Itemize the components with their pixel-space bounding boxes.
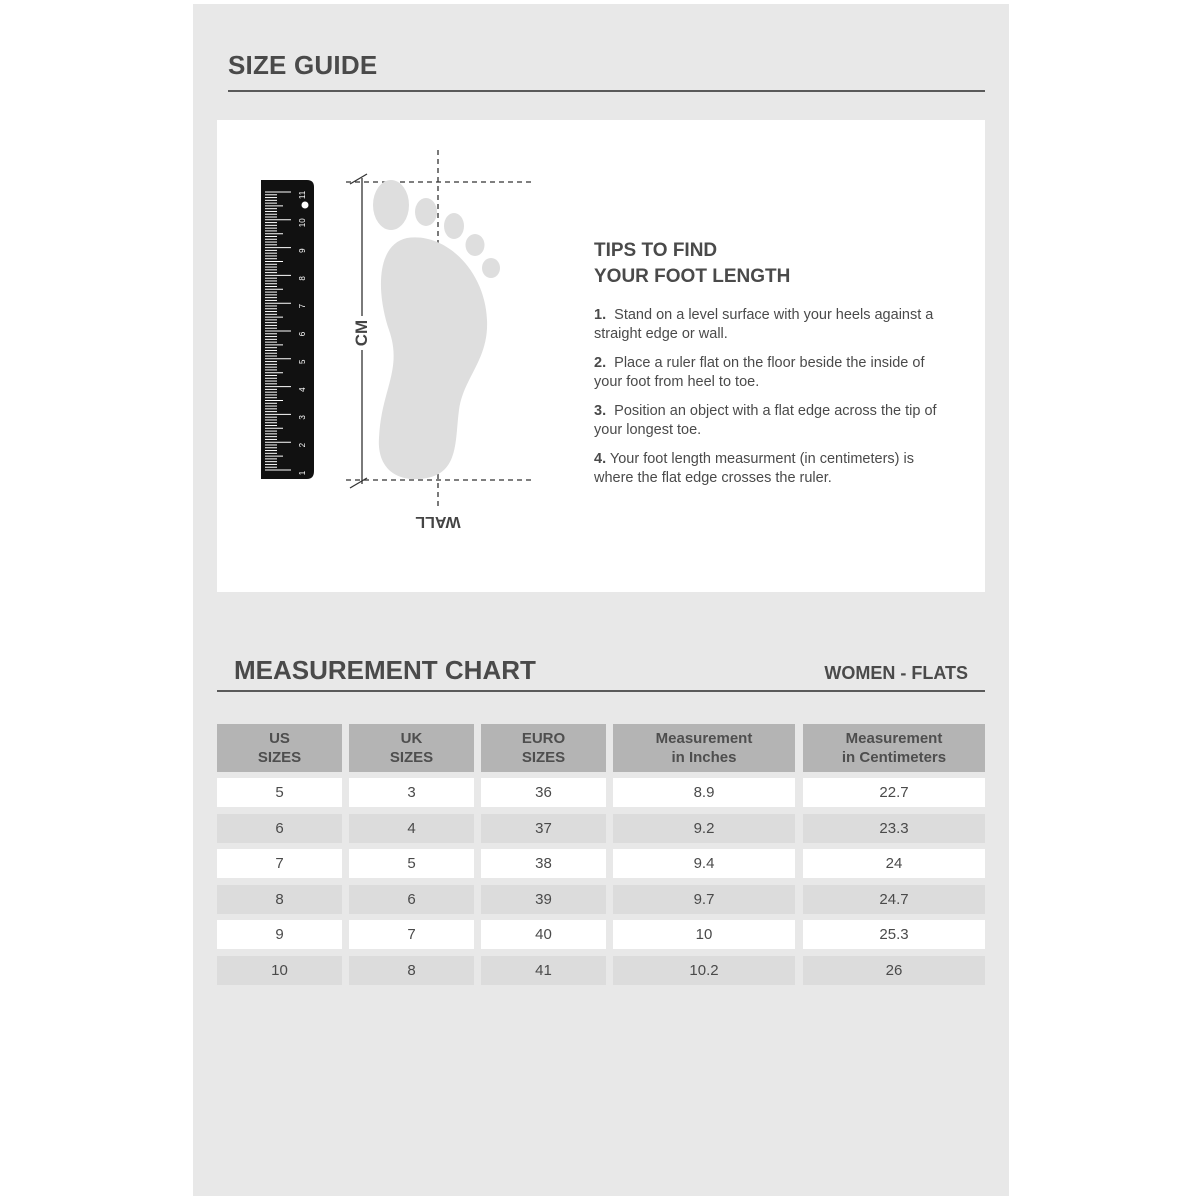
- tip-item: [594, 354, 954, 392]
- table-row: [217, 885, 985, 914]
- size-guide-sheet: [193, 4, 1009, 1196]
- tip-text: Position an object with a flat edge across the tip of your longest toe.: [594, 403, 937, 438]
- table-row: [217, 920, 985, 949]
- tips-title-line1: TIPS TO FIND: [594, 240, 718, 261]
- ruler-number: 7: [298, 303, 307, 309]
- table-cell: 9.4: [613, 849, 795, 878]
- table-cell: 10: [217, 956, 342, 985]
- header-uk-sizes: UK SIZES: [349, 724, 474, 772]
- ruler-number: 9: [298, 248, 307, 253]
- table-cell: 37: [481, 814, 606, 843]
- table-cell: 9.7: [613, 885, 795, 914]
- table-row: [217, 956, 985, 985]
- table-cell: 36: [481, 778, 606, 807]
- tips-title: [594, 238, 790, 290]
- ruler-number: 10: [298, 218, 307, 228]
- header-euro-sizes: EURO SIZES: [481, 724, 606, 772]
- table-row: [217, 849, 985, 878]
- tip-number: 2.: [594, 355, 607, 371]
- ruler-number: 6: [298, 331, 307, 337]
- ruler-number: 2: [298, 442, 307, 448]
- table-cell: 39: [481, 885, 606, 914]
- table-cell: 25.3: [803, 920, 985, 949]
- ruler-icon: [261, 180, 314, 479]
- chart-subtitle: WOMEN - FLATS: [824, 663, 968, 683]
- size-table: [217, 724, 985, 992]
- table-cell: 40: [481, 920, 606, 949]
- table-cell: 22.7: [803, 778, 985, 807]
- table-cell: 7: [217, 849, 342, 878]
- table-cell: 10.2: [613, 956, 795, 985]
- foot-measure-panel: [217, 120, 985, 592]
- tip-item: [594, 306, 954, 344]
- tip-number: 4.: [594, 451, 607, 467]
- table-cell: 8: [217, 885, 342, 914]
- header-us-sizes: US SIZES: [217, 724, 342, 772]
- ruler-number: 4: [298, 387, 307, 392]
- tip-number: 3.: [594, 403, 607, 419]
- cm-label: CM: [352, 319, 371, 347]
- table-header-row: [217, 724, 985, 772]
- tip-text: Place a ruler flat on the floor beside the inside of your foot from heel to toe.: [594, 355, 925, 390]
- wall-label: WALL: [415, 513, 461, 530]
- table-cell: 6: [349, 885, 474, 914]
- table-cell: 9.2: [613, 814, 795, 843]
- table-cell: 24.7: [803, 885, 985, 914]
- table-cell: 23.3: [803, 814, 985, 843]
- table-row: [217, 778, 985, 807]
- ruler-number: 1: [298, 470, 307, 476]
- title-divider: [228, 90, 985, 92]
- tip-number: 1.: [594, 307, 607, 323]
- tip-item: [594, 402, 954, 440]
- table-cell: 9: [217, 920, 342, 949]
- ruler-number: 8: [298, 276, 307, 281]
- ruler-number: 5: [298, 359, 307, 365]
- tip-text: Your foot length measurment (in centimeters) is where the flat edge crosses the ruler.: [594, 451, 914, 486]
- tip-item: [594, 450, 954, 488]
- table-cell: 8.9: [613, 778, 795, 807]
- tips-title-line2: YOUR FOOT LENGTH: [594, 266, 791, 287]
- footprint-icon: [373, 180, 500, 479]
- chart-divider: [217, 690, 985, 692]
- table-cell: 26: [803, 956, 985, 985]
- tips-list: [594, 306, 954, 498]
- header-centimeters: Measurement in Centimeters: [803, 724, 985, 772]
- ruler-number: 3: [298, 415, 307, 420]
- table-row: [217, 814, 985, 843]
- ruler-number: 11: [298, 190, 307, 200]
- table-cell: 5: [349, 849, 474, 878]
- chart-title: MEASUREMENT CHART: [234, 655, 536, 685]
- table-cell: 24: [803, 849, 985, 878]
- table-cell: 7: [349, 920, 474, 949]
- table-cell: 4: [349, 814, 474, 843]
- table-cell: 8: [349, 956, 474, 985]
- table-cell: 41: [481, 956, 606, 985]
- table-cell: 38: [481, 849, 606, 878]
- table-cell: 10: [613, 920, 795, 949]
- table-cell: 5: [217, 778, 342, 807]
- tip-text: Stand on a level surface with your heels against a straight edge or wall.: [594, 307, 934, 342]
- header-inches: Measurement in Inches: [613, 724, 795, 772]
- table-cell: 6: [217, 814, 342, 843]
- table-cell: 3: [349, 778, 474, 807]
- page-title: SIZE GUIDE: [228, 50, 378, 80]
